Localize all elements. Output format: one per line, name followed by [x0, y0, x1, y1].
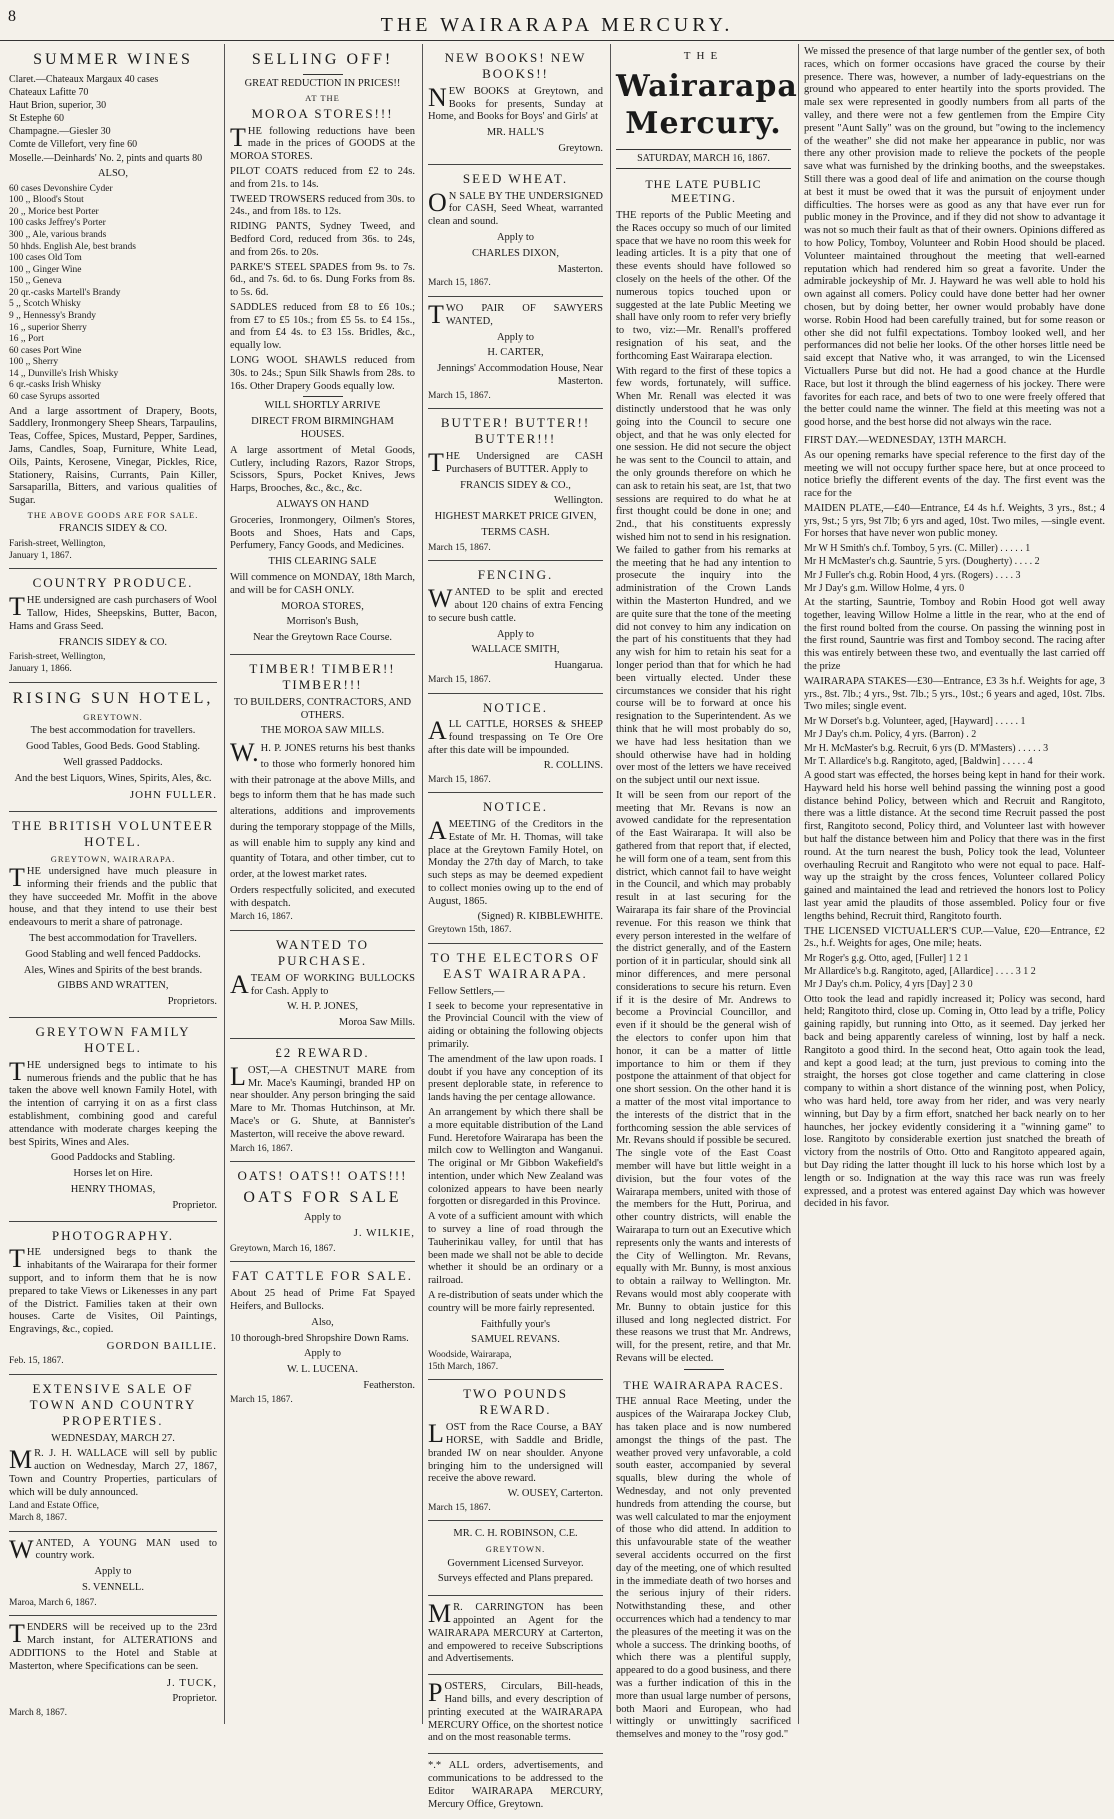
ad-body: NEW BOOKS at Greytown, and Books for presents, Sunday at Home, and Books for Boys' and Girls' at: [428, 82, 603, 123]
ad-item: 100 ,, Blood's Stout: [9, 195, 84, 206]
ad-heading: FENCING.: [477, 567, 554, 583]
page-number: 8: [8, 8, 16, 25]
ad-heading: RISING SUN HOTEL,: [12, 689, 214, 707]
ad-role: Proprietor.: [172, 1693, 217, 1704]
ad-body: About 25 head of Prime Fat Spayed Heifers, and Bullocks.: [230, 1288, 415, 1312]
ad-subheading: OATS FOR SALE: [243, 1189, 402, 1207]
column-2: [224, 44, 420, 1724]
ad-heading: OATS! OATS!! OATS!!!: [237, 1168, 408, 1184]
ad-date: Maroa, March 6, 1867.: [9, 1597, 97, 1608]
ad-signature: JOHN FULLER.: [129, 788, 217, 801]
ad-signature: FRANCIS SIDEY & CO.,: [460, 479, 571, 491]
race-result: Mr H McMaster's ch.g. Sauntrie, 5 yrs. (Dougherty) . . . . 2: [804, 556, 1040, 568]
ad-signature: H. CARTER,: [487, 347, 544, 359]
ad-date: March 15, 1867.: [428, 542, 491, 553]
ad-apply: Apply to: [496, 331, 535, 343]
ad-line: Haut Brion, superior, 30: [9, 99, 107, 111]
ad-oats: [230, 1162, 415, 1262]
ad-heading: NEW BOOKS! NEW BOOKS!!: [444, 50, 587, 81]
newspaper-header-title: THE WAIRARAPA MERCURY.: [380, 14, 734, 36]
ad-paragraph: An arrangement by which there shall be a more equitable distribution of the Land Fund. Heretofore Wairarapa has been the milch cow to Wellington and Wanganui. The original or Mr Gibbon Wakefield's intention, under which New Zealand was colonized appears to have been nearly forgotten or disregarded in this Province.: [428, 1106, 603, 1208]
race-result: Mr W Dorset's b.g. Volunteer, aged, [Hayward] . . . . . 1: [804, 716, 1026, 728]
ad-signature: J. WILKIE,: [353, 1227, 415, 1240]
ad-body: MR. J. H. WALLACE will sell by public auction on Wednesday, March 27, 1867, Town and Country Properties, particulars of which will be duly announced.: [9, 1445, 217, 1498]
ad-signature: W. OUSEY, Carterton.: [507, 1488, 603, 1500]
ad-place: Jennings' Accommodation House, Near Masterton.: [437, 363, 603, 387]
ad-body: WANTED, A YOUNG MAN used to country work.: [9, 1534, 217, 1564]
ad-item: 9 ,, Hennessy's Brandy: [9, 310, 96, 321]
ad-item: 16 ,, Port: [9, 334, 44, 345]
ad-apply: Apply to: [303, 1211, 342, 1223]
race-result: Mr J Day's ch.m. Policy, 4 yrs [Day] 2 3 0: [804, 979, 973, 991]
ad-item: 5 ,, Scotch Whisky: [9, 299, 81, 310]
ad-electors: [428, 944, 603, 1380]
paper-the: THE: [683, 50, 724, 62]
ad-place: Masterton.: [557, 263, 603, 275]
ad-date: March 8, 1867.: [9, 1513, 68, 1524]
ad-line: Champagne.—Giesler 30: [9, 126, 111, 138]
ad-signature: SAMUEL REVANS.: [471, 1334, 560, 1346]
ad-line: The best accommodation for travellers.: [30, 725, 196, 737]
ad-heading: MR. C. H. ROBINSON, C.E.: [453, 1528, 578, 1540]
divider: [303, 396, 343, 397]
ad-summer-wines: [9, 44, 217, 569]
divider: [684, 1369, 724, 1370]
ad-subheading: HIGHEST MARKET PRICE GIVEN,: [434, 511, 597, 523]
ad-signature: GIBBS AND WRATTEN,: [57, 980, 169, 992]
article-paragraph: THE reports of the Public Meeting and the Races occupy so much of our limited space that we have no room this week for leading articles. It is a pity that one of these events should have followed so closely on the heels of the other. Of the numerous topics touched upon or suggested at the late Public Meeting we shall have only room to refer very briefly to two, viz:—Mr. Renall's proffered resignation of his seat, and the forthcoming East Wairarapa election.: [616, 210, 791, 362]
ad-heading: EXTENSIVE SALE OF TOWN AND COUNTRY PROPERTIES.: [29, 1380, 197, 1428]
ad-subheading: ALWAYS ON HAND: [276, 499, 369, 511]
ad-heading: BUTTER! BUTTER!! BUTTER!!!: [440, 415, 591, 447]
race-result: Mr W H Smith's ch.f. Tomboy, 5 yrs. (C. Miller) . . . . . 1: [804, 543, 1031, 555]
ad-heading: SUMMER WINES: [33, 51, 193, 68]
ad-item: 150 ,, Geneva: [9, 276, 62, 287]
ad-tenders: [9, 1616, 217, 1725]
ad-item: 100 cases Old Tom: [9, 253, 82, 264]
ad-subheading: GREAT REDUCTION IN PRICES!!: [244, 77, 401, 89]
ad-date: Feb. 15, 1867.: [9, 1356, 64, 1367]
ad-body: TENDERS will be received up to the 23rd March instant, for ALTERATIONS and ADDITIONS to the Hotel and Stable at Masterton, where Specifications can be seen.: [9, 1619, 217, 1672]
ad-body: AMEETING of the Creditors in the Estate of Mr. H. Thomas, will take place at the Greytown Family Hotel, on Monday the 27th day of March, to take such steps as may be deemed expedient to collect monies owing up to the end of August, 1865.: [428, 816, 603, 907]
race-description: THE LICENSED VICTUALLER'S CUP.—Value, £20—Entrance, £2 2s., h.f. Weights for ages, One mile; heats.: [804, 925, 1105, 950]
ad-line: Ales, Wines and Spirits of the best brands.: [23, 964, 203, 976]
ad-date: March 15, 1867.: [428, 278, 491, 289]
ad-heading: £2 REWARD.: [275, 1044, 370, 1060]
ad-item: PARKE'S STEEL SPADES from 9s. to 7s. 6d., and 7s. 6d. to 6s. Dung Forks from 8s. to 5s. 6d.: [230, 261, 415, 299]
ad-address: Farish-street, Wellington,: [9, 539, 106, 550]
ad-place: Morrison's Bush,: [286, 616, 359, 628]
ad-signature: FRANCIS SIDEY & CO.: [58, 523, 168, 535]
column-1: [4, 44, 222, 1724]
ad-line: Good Stabling and well fenced Paddocks.: [25, 948, 201, 960]
ad-subheading: TERMS CASH.: [481, 526, 550, 538]
ad-country-produce: [9, 569, 217, 682]
ad-item: PILOT COATS reduced from £2 to 24s. and from 21s. to 14s.: [230, 165, 415, 190]
ad-body: 10 thorough-bred Shropshire Down Rams.: [230, 1332, 409, 1344]
ad-date: January 1, 1867.: [9, 550, 72, 561]
ad-paragraph: A vote of a sufficient amount with which to survey a line of road through the Tauherinikau valley, for until that has been made we shall not be able to decide whether it should be an ordinary or a railroad.: [428, 1211, 603, 1287]
ad-heading: TO THE ELECTORS OF EAST WAIRARAPA.: [430, 950, 601, 981]
ad-date: March 15, 1867.: [428, 390, 491, 401]
ad-robinson: [428, 1521, 603, 1596]
ad-line: Moselle.—Deinhards' No. 2, pints and quarts 80: [9, 152, 203, 164]
ad-two-pounds-reward: [428, 1380, 603, 1521]
ad-signature: GORDON BAILLIE.: [106, 1339, 217, 1352]
article-paragraph: THE annual Race Meeting, under the auspices of the Wairarapa Jockey Club, has taken place and is now numbered amongst the things of the past. The weather proved very unfavorable, a cold south easter, accompanied by several squalls, blew during the whole of Wednesday, and not only prevented hundreds from attending the course, but was well calculated to mar the enjoyment of those who did attend. In addition to this unfavourable state of the weather several accidents occurred on the first day of the meeting, one of which resulted in the immediate death of two horses and the serious injury of their riders. Notwithstanding these, and other occurrences which had a tendency to mar the pleasures of the meeting it was on the whole a success. The drinking booths, of which there was a plentiful supply, appeared to do a good business, and there was a further indication of this in the more than usual large number of persons, both Maori and European, who had wittingly or unwittingly sacrificed themselves and money to the "rosy god.": [616, 1396, 791, 1741]
ad-at: AT THE: [305, 93, 340, 104]
ad-item: 16 ,, superior Sherry: [9, 322, 87, 333]
ad-body: THE Undersigned are CASH Purchasers of BUTTER. Apply to: [428, 448, 603, 477]
column-3: [422, 44, 608, 1810]
ad-subheading: TO BUILDERS, CONTRACTORS, AND OTHERS.: [233, 696, 412, 721]
ad-body: LOST from the Race Course, a BAY HORSE, with Saddle and Bridle, branded IW on near shoulder. Anyone bringing him to the undersigned will receive the above reward.: [428, 1419, 603, 1485]
column-4: [610, 44, 798, 1741]
ad-body: *.* ALL orders, advertisements, and communications to be addressed to the Editor WAIRARAPA MERCURY, Mercury Office, Greytown.: [428, 1760, 603, 1810]
ad-apply: Apply to: [94, 1566, 132, 1578]
ad-signature: W. H. P. JONES,: [286, 1001, 359, 1013]
ad-date: Greytown, March 16, 1867.: [230, 1243, 336, 1254]
ad-body: ON SALE BY THE UNDERSIGNED for CASH, Seed Wheat, warranted clean and sound.: [428, 187, 603, 228]
ad-signature: MR. HALL'S: [486, 127, 545, 139]
ad-item: 6 qr.-casks Irish Whisky: [9, 380, 102, 391]
ad-note: THE ABOVE GOODS ARE FOR SALE.: [27, 509, 199, 520]
divider: [303, 74, 343, 75]
ad-signature: WALLACE SMITH,: [471, 644, 560, 656]
ad-body: WANTED to be split and erected about 120 chains of extra Fencing to secure bush cattle.: [428, 584, 603, 624]
race-description: MAIDEN PLATE,—£40—Entrance, £4 4s h.f. Weights, 3 yrs., 8st.; 4 yrs, 9st.; 5 yrs, 9st 7lb; 6 yrs and aged, 10st. Two miles, —single event. For horses that have never won public money.: [804, 502, 1105, 540]
ad-item: 100 casks Jeffrey's Porter: [9, 218, 106, 229]
ad-heading: COUNTRY PRODUCE.: [32, 575, 194, 591]
ad-apply: Apply to: [496, 628, 535, 640]
ad-item: 60 case Syrups assorted: [9, 392, 100, 403]
ad-body: W.H. P. JONES returns his best thanks to those who formerly honored him with their patronage at the above Mills, and begs to inform them that he has made such alterations, additions and improvements during the temporary stoppage of the Mills, as will enable him to supply any kind and quantity of Totara, and other timber, cut to order, at the lowest market rates.: [230, 738, 415, 881]
ad-posters: [428, 1675, 603, 1754]
article-paragraph: We missed the presence of that large number of the gentler sex, of both races, which on former occasions have graced the course by their presence. There was, however, a number of lady-equestrians on the ground who appeared to enter heartily into the sports provided. The male sex were represented in goodly numbers from all parts of the valley, and there were not a few gentlemen from the Empire City present "Aunt Sally" was on the ground, but "owing to the inclemency of the weather" she did not make her appearance in public, nor was there any other provision made to relieve the pockets of the people save what was furnished by the drinking booths, and the sweepstakes. Still there was a good deal of life and animation on the course though at best it must be owed that it was the pursuit of enjoyment under difficulties. The horses were as good as any that have ever run for public money in the Province, and if they did not show to advantage it was not so much their fault as that of their owners. Opinions differed as to how Policy, Tomboy, Volunteer and Robin Hood should be placed. Volunteer maintained throughout the meeting that well-earned reputation which had rendered him so great a favorite. Under the admirable jockeyship of Mr. J. Hayward he was well able to hold his own against all comers. Policy could have done better had her owner chosen, but by doing better, her owner would probably have done worse. Robin Hood had been carefully trained, but for some reason or other she did not fulfil expectations. Tomboy looked well, and her performances did not belie her looks. Of the other horses little need be said except that Native who, it was arranged, to win the Licensed Victuallers Purse but did not. He had a good chance at the Hurdle Race, but lost it through the blind eagerness of his jockey. There were favorites for each race, and bets of two to one were freely offered that the better could name the winner. The field at this meeting was not a good horse, and the best horse did not always win the race.: [804, 46, 1105, 429]
ad-timber: [230, 655, 415, 931]
ad-apply: Apply to: [303, 1348, 342, 1360]
ad-item: 100 ,, Ginger Wine: [9, 264, 82, 275]
ad-salute: Fellow Settlers,—: [428, 985, 505, 997]
ad-sawyers: [428, 297, 603, 409]
ad-wanted-to-purchase: [230, 931, 415, 1039]
ad-date: 15th March, 1867.: [428, 1361, 499, 1372]
ad-body: ALL CATTLE, HORSES & SHEEP found trespassing on Te Ore Ore after this date will be impounded.: [428, 716, 603, 757]
ad-subheading: WEDNESDAY, MARCH 27.: [51, 1432, 175, 1444]
ad-orders: [428, 1754, 603, 1819]
ad-property-sale: [9, 1375, 217, 1532]
article-heading: THE WAIRARAPA RACES.: [623, 1377, 784, 1392]
ad-line: Well grassed Paddocks.: [63, 756, 163, 768]
ad-role: Proprietors.: [167, 996, 217, 1008]
ad-heading: SELLING OFF!: [251, 51, 394, 68]
ad-place: Huangarua.: [554, 660, 603, 672]
article-paragraph: A good start was effected, the horses being kept in hand for their work. Hayward held his horse well behind passing the winning post a good distance behind Policy, between which and Recruit and Rangitoto, there was a little distance. At the second time Recruit passed the post first, Rangitoto second, Policy third, and Volunteer last with however but half the distance between him and Policy that there was in the first round. At the turn nearest the bush, Policy took the lead, Volunteer overhauling Recruit and Rangitoto who were not equal to pace. Half-way up the straight by the cross fences, Volunteer collared Policy gained and maintained the lead and retrieved the honors lost to Policy last year amid the plaudits of those assembled. Policy four or five lengths behind, Recruit third, Rangitoto fourth.: [804, 769, 1105, 922]
ad-line: And the best Liquors, Wines, Spirits, Ales, &c.: [14, 772, 212, 784]
ad-item: 300 ,, Ale, various brands: [9, 229, 107, 240]
ad-item: LONG WOOL SHAWLS reduced from 30s. to 24s.; Spun Silk Shawls from 28s. to 16s. Other Drapery Goods equally low.: [230, 355, 415, 392]
ad-line: Good Tables, Good Beds. Good Stabling.: [25, 741, 201, 753]
ad-heading: TWO POUNDS REWARD.: [463, 1386, 568, 1418]
ad-paragraph: I seek to become your representative in the Provincial Council with the view of aiding or obtaining the following objects primarily.: [428, 1000, 603, 1050]
ad-paragraph: The amendment of the law upon roads. I doubt if you have any conception of its present deplorable state, in reference to lands having the per centage allowance.: [428, 1053, 603, 1104]
ad-subheading: DIRECT FROM BIRMINGHAM HOUSES.: [251, 416, 394, 441]
ad-item: SADDLES reduced from £8 to £6 10s.; from £7 to £5 10s.; from £5 5s. to £4 15s., and from £4 4s. to £3 15s. Bridles, &c., equally low.: [230, 301, 415, 352]
ad-place: Woodside, Wairarapa,: [428, 1350, 512, 1361]
race-result: Mr Roger's g.g. Otto, aged, [Fuller] 1 2 1: [804, 953, 969, 965]
article-paragraph: As our opening remarks have special reference to the first day of the meeting we will not occupy further space here, but at once proceed to notice briefly the different events of the day. The first event was the race for the: [804, 449, 1105, 500]
article-paragraph: At the starting, Sauntrie, Tomboy and Robin Hood got well away together, leaving Willow Holme a little in the rear, who at the end of the first round bolted from the course. On passing the winning post in the first round, Sauntrie was first and Tomboy second. The racing after this was entirely between these two, and eventually the last carried off the prize: [804, 597, 1105, 673]
ad-heading: NOTICE.: [483, 799, 548, 815]
ad-subheading: GREYTOWN, WAIRARAPA.: [50, 853, 176, 864]
ad-heading: THE BRITISH VOLUNTEER HOTEL.: [11, 817, 215, 849]
ad-wanted-young-man: [9, 1532, 217, 1617]
ad-new-books: [428, 44, 603, 165]
ad-line: Chateaux Lafitte 70: [9, 86, 89, 98]
ad-item: 100 ,, Sherry: [9, 357, 59, 368]
ad-heading: PHOTOGRAPHY.: [51, 1227, 175, 1243]
column-5: [798, 44, 1110, 1724]
article-paragraph: Otto took the lead and rapidly increased it; Policy was second, hard held; Rangitoto third, close up. Coming in, Otto lead by a trifle, Policy gaining rapidly, but running into Otto, as it seemed. Day jerked her back and being apparently careless of winning, lost by half a neck. Rangitoto a good third. In the second heat, Otto again took the lead, and kept a good lead; at the turn, just previous to coming into the straight, the horses got close together and came clattering in close company to within a short distance of the winning post, when Policy, who was hard held, tore away from her rider, and was very nearly winning, but Day by a firm effort, snatched her back nearly on to her haunches, her jockey evidently considering it a "winning game" to lose. Rangitoto by considerable exertion just snatched the breath of victory from the nostrils of Otto. Otto and Rangitoto appeared again, but Day riding the latter thought ill luck to his horse which lost by a length or so. Indignation at the way this race was run was freely expressed, and a protest was entered against Day which was however decided in his favor.: [804, 993, 1105, 1210]
ad-line: Comte de Villefort, very fine 60: [9, 139, 138, 151]
ad-body: A large assortment of Metal Goods, Cutlery, including Razors, Razor Strops, Scissors, Spurs, Pocket Knives, Jews Harps, Brooches, &c., &c., &c.: [230, 444, 415, 495]
ad-line: The best accommodation for Travellers.: [29, 933, 197, 945]
ad-carrington: [428, 1596, 603, 1675]
ad-item: RIDING PANTS, Sydney Tweed, and Bedford Cord, reduced from 36s. to 24s, and from 26s. to 20s.: [230, 221, 415, 258]
ad-selling-off: [230, 44, 415, 655]
ad-signature: HENRY THOMAS,: [70, 1183, 156, 1195]
ad-subheading: GREYTOWN.: [83, 712, 143, 723]
ad-address: Farish-street, Wellington,: [9, 652, 106, 663]
ad-date: March 15, 1867.: [428, 675, 491, 685]
ad-date: March 15, 1867.: [428, 774, 491, 785]
ad-signature: CHARLES DIXON,: [472, 247, 559, 259]
ad-body: Orders respectfully solicited, and executed with despatch.: [230, 884, 415, 909]
ad-line: Horses let on Hire.: [73, 1168, 153, 1180]
ad-notice-creditors: [428, 793, 603, 944]
ad-date: March 16, 1867.: [230, 912, 293, 923]
ad-role: Proprietor.: [172, 1199, 217, 1211]
ad-also: ALSO,: [97, 167, 129, 179]
ad-heading: NOTICE.: [483, 699, 548, 715]
ad-greytown-family-hotel: [9, 1018, 217, 1221]
ad-british-volunteer-hotel: [9, 812, 217, 1018]
ad-also: Also,: [311, 1316, 334, 1328]
ad-subheading: THE MOROA SAW MILLS.: [260, 725, 385, 737]
paper-nameplate: Wairarapa Mercury.: [616, 69, 798, 141]
race-result: Mr J Day's ch.m. Policy, 4 yrs. (Barron) . 2: [804, 729, 977, 741]
ad-heading: SEED WHEAT.: [462, 170, 569, 186]
article-heading: THE LATE PUBLIC MEETING.: [645, 176, 762, 206]
ad-body: Will commence on MONDAY, 18th March, and will be for CASH ONLY.: [230, 572, 415, 596]
ad-date: March 15, 1867.: [428, 1502, 491, 1513]
ad-heading: WANTED TO PURCHASE.: [276, 937, 369, 968]
ad-line: Claret.—Chateaux Margaux 40 cases: [9, 73, 159, 85]
section-heading: FIRST DAY.—WEDNESDAY, 13TH MARCH.: [804, 434, 1007, 446]
ad-subheading: WILL SHORTLY ARRIVE: [264, 400, 381, 412]
ad-signature: W. L. LUCENA.: [286, 1364, 359, 1376]
masthead: [0, 0, 1114, 41]
ad-body: THE undersigned begs to intimate to his numerous friends and the public that he has taken the above well known Family Hotel, with the intention of carrying it on as a first class establishment, combining good and careful attendance with moderate charges keeping the best Spirits, Wines and Ales.: [9, 1056, 217, 1148]
ad-item: 50 hhds. English Ale, best brands: [9, 241, 136, 252]
ad-body: And a large assortment of Drapery, Boots, Saddlery, Ironmongery Sheep Shears, Tarpaulins, Teas, Coffee, Spices, Mustard, Pepper, Sardines, Jams, Candles, Soap, Furniture, White Lead, Oils, Paints, Kerosene, Vinegar, Pickles, Rice, Stationery, Raisins, Currants, Pain Killer, Sarsaparilla, Bitters, and various qualities of Sugar.: [9, 405, 217, 507]
ad-body: THE undersigned are cash purchasers of Wool Tallow, Hides, Sheepskins, Butter, Bacon, Hams and Grass Seed.: [9, 592, 217, 632]
ad-line: Surveys effected and Plans prepared.: [437, 1573, 594, 1585]
ad-subheading: GREYTOWN.: [485, 1544, 546, 1555]
ad-office: Land and Estate Office,: [9, 1501, 100, 1512]
ad-place: Greytown.: [558, 142, 603, 154]
ad-heading: FAT CATTLE FOR SALE.: [231, 1268, 414, 1284]
ad-rising-sun-hotel: [9, 683, 217, 812]
ad-signature: MOROA STORES,: [281, 600, 364, 612]
ad-line: St Estephe 60: [9, 113, 64, 125]
ad-subheading: MOROA STORES!!!: [251, 105, 394, 121]
race-result: Mr H. McMaster's b.g. Recruit, 6 yrs (D. M'Masters) . . . . . 3: [804, 742, 1049, 754]
ad-body: TWO PAIR OF SAWYERS WANTED,: [428, 299, 603, 329]
ad-item: 14 ,, Dunville's Irish Whisky: [9, 368, 119, 379]
ad-reward: [230, 1039, 415, 1162]
ad-place: Moroa Saw Mills.: [338, 1017, 415, 1029]
ad-body: THE undersigned have much pleasure in informing their friends and the public that they have succeeded Mr. Moffit in the above house, and that they intend to use their best endeavours to merit a share of patronage.: [9, 863, 217, 929]
ad-place: Near the Greytown Race Course.: [252, 632, 393, 644]
ad-body: Groceries, Ironmongery, Oilmen's Stores, Boots and Shoes, Hats and Caps, Perfumery, Fancy Goods, and Medicines.: [230, 514, 415, 552]
article-paragraph: With regard to the first of these topics a few words, fortunately, will suffice. When Mr. Renall was elected it was distinctly understood that he was only going into the Council to secure one object, and that he was only elected for one session. He did not secure the object he was sent to the Council to attain, and the only grounds therefore on which he can ask to retain his seat, are 1st, that two sessions are required to do what he at first thought could be done in one; and 2nd., that his constituents expressly wished him not to send in his resignation. We failed to gather from his remarks at the meeting that he had any intention to prosecute the inquiry into the administration of the Crown Lands within the Masterton Hundred, and we are quite sure that the tone of the meeting did not convey to him any indication on the part of his constituents that they had any wish for him to retain his seat for a longer period than that for which he had been virtually elected. Under these circumstances we consider that his right course will be to forward at once his resignation to the Superintendent. As we think that he will most probably do so, we have had less hesitation than we should otherwise have had in holding over most of the letters we have received on the subject until our next issue.: [616, 365, 791, 787]
ad-date: March 16, 1867.: [230, 1143, 293, 1154]
ad-signature: R. COLLINS.: [543, 759, 603, 771]
ad-body: THE following reductions have been made in the prices of GOODS at the MOROA STORES.: [230, 122, 415, 163]
ad-item: 20 ,, Morice best Porter: [9, 206, 99, 217]
article-paragraph: It will be seen from our report of the meeting that Mr. Revans is now an avowed candidate for the representation of the East Wairarapa. It will also be gathered from that report that, if elected, he will form one of a team, sent from this district, which cannot fail to have weight in the Council, and which may probably result in at last securing for the Wairarapa its fair share of the Provincial revenue. For this reason we think that every person interested in the welfare of the district generally, and of the Eastern portion of it in particular, should sink all minor differences, and mere personal considerations to secure his return. Even if it is the desire of Mr. Andrews to become a Provincial Councillor, and even if it should be the general wish of the electors to confer upon him that honor, it can be a matter of little importance to him or them if they postpone the attainment of that object for one short session. On the other hand it is a matter of the most vital importance to the interests of the district that in the forthcoming session the able services of Mr. Revans should if possible be secured. The single vote of the East Coast member will have but little weight in a division, but the four votes of the Wairarapa members, united with those of the members for the Hutt, Porirua, and other country districts, will enable the Wairarapa to turn out an Executive which represents only the wants and interests of the City of Wellington. Mr. Revans, equally with Mr. Bunny, is most anxious to obtain a railway to Wellington. Mr. Revans would most ably cooperate with Mr. Bunny to obtain justice for this illused and long neglected district. For these reasons we trust that Mr. Andrews, will, for the present, retire, and that Mr. Revans will be elected.: [616, 789, 791, 1364]
ad-item: TWEED TROWSERS reduced from 30s. to 24s., and from 18s. to 12s.: [230, 193, 415, 218]
ad-item: 60 cases Devonshire Cyder: [9, 183, 113, 194]
ad-item: 60 cases Port Wine: [9, 345, 82, 356]
ad-apply: Apply to: [496, 231, 535, 243]
race-description: WAIRARAPA STAKES—£30—Entrance, £3 3s h.f. Weights for age, 3 yrs., 8st. 7lb.; 4 yrs., 9st. 7lb.; 5 yrs., 10st.; 6 years and aged, 10st. 7lbs. Two miles; single event.: [804, 675, 1105, 713]
ad-body: POSTERS, Circulars, Bill-heads, Hand bills, and every description of printing executed at the WAIRARAPA MERCURY Office, on the shortest notice and on the most reasonable terms.: [428, 1678, 603, 1744]
race-result: Mr J Day's g.m. Willow Holme, 4 yrs. 0: [804, 582, 965, 594]
ad-butter: [428, 409, 603, 561]
ad-notice-cattle: [428, 694, 603, 794]
dateline: SATURDAY, MARCH 16, 1867.: [616, 149, 791, 169]
ad-closing: Faithfully your's: [480, 1318, 551, 1330]
ad-signature: (Signed) R. KIBBLEWHITE.: [477, 910, 603, 922]
ad-signature: J. TUCK,: [166, 1676, 217, 1689]
ad-signature: FRANCIS SIDEY & CO.: [58, 636, 168, 648]
ad-fat-cattle: [230, 1262, 415, 1412]
ad-item: 20 qr.-casks Martell's Brandy: [9, 287, 121, 298]
ad-signature: S. VENNELL.: [82, 1582, 144, 1594]
ad-line: Good Paddocks and Stabling.: [50, 1152, 176, 1164]
race-result: Mr T. Allardice's b.g. Rangitoto, aged, [Baldwin] . . . . . 4: [804, 755, 1033, 767]
ad-date: Greytown 15th, 1867.: [428, 925, 512, 936]
ad-date: March 15, 1867.: [230, 1394, 293, 1405]
ad-body: THE undersigned begs to thank the inhabitants of the Wairarapa for their former support, and to inform them that he is now prepared to take Views or Likenesses in any part of the District. Families taken at their own houses. Carte de Visites, Oil Paintings, Engravings, &c., copied.: [9, 1244, 217, 1336]
ad-place: Wellington.: [553, 495, 603, 507]
ad-subheading: THIS CLEARING SALE: [268, 556, 377, 568]
ad-seed-wheat: [428, 165, 603, 297]
ad-body: MR. CARRINGTON has been appointed an Agent for the WAIRARAPA MERCURY at Carterton, and empowered to receive Subscriptions and Advertisements.: [428, 1599, 603, 1665]
ad-fencing: [428, 561, 603, 693]
ad-paragraph: A re-distribution of seats under which the country will be more fairly represented.: [428, 1290, 603, 1314]
ad-photography: [9, 1222, 217, 1375]
ad-date: January 1, 1866.: [9, 663, 72, 674]
ad-heading: TIMBER! TIMBER!! TIMBER!!!: [249, 661, 396, 692]
ad-line: Government Licensed Surveyor.: [447, 1557, 584, 1569]
ad-date: March 8, 1867.: [9, 1707, 68, 1718]
ad-body: LOST,—A CHESTNUT MARE from Mr. Mace's Kaumingi, branded HP on near shoulder. Any person bringing the said Mare to Mr. Thomas Hutchinson, at Mr. Mace's or G. Shute, at Bannister's Masterton, will receive the above reward.: [230, 1061, 415, 1140]
race-result: Mr J Fuller's ch.g. Robin Hood, 4 yrs. (Rogers) . . . . 3: [804, 569, 1021, 581]
ad-heading: GREYTOWN FAMILY HOTEL.: [35, 1024, 191, 1055]
race-result: Mr Allardice's b.g. Rangitoto, aged, [Allardice] . . . . 3 1 2: [804, 966, 1036, 978]
ad-body: ATEAM OF WORKING BULLOCKS for Cash. Apply to: [230, 969, 415, 999]
ad-place: Featherston.: [363, 1379, 415, 1391]
